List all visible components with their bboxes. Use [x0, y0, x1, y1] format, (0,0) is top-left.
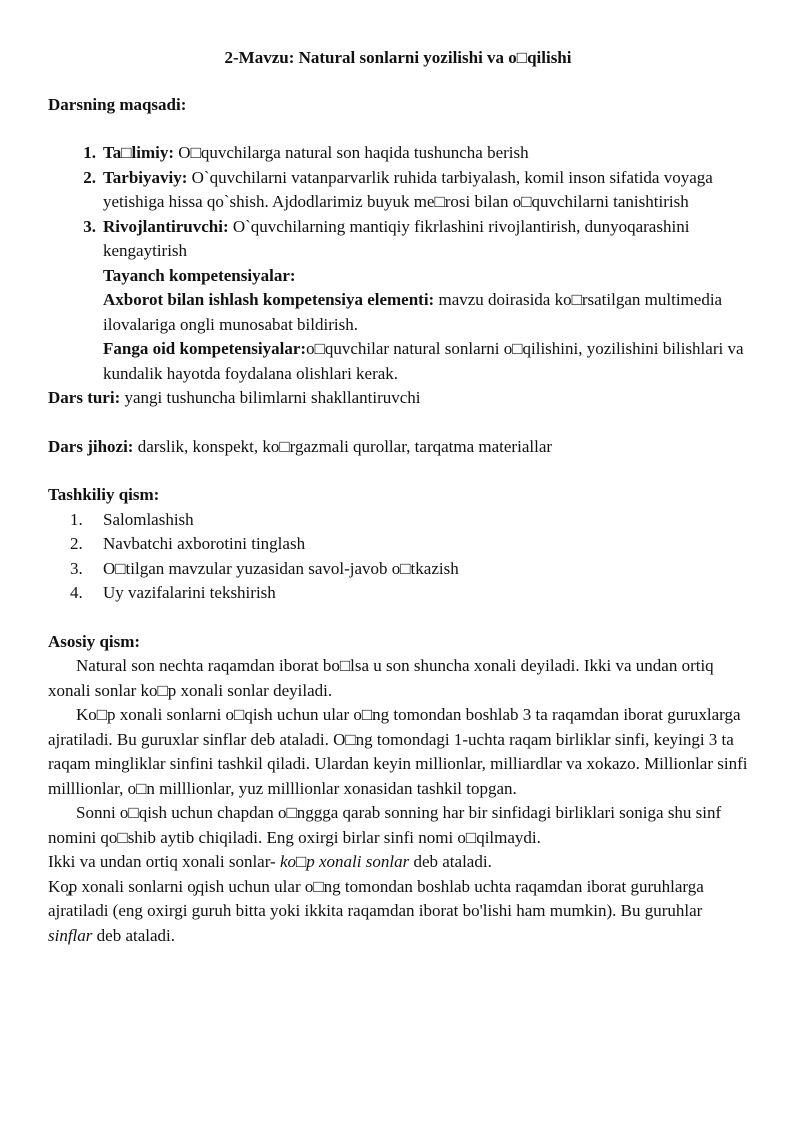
info-competency-text: mavzu doirasida ko□rsatilgan multimedia ilovalariga ongli munosabat bildirish.	[103, 290, 723, 334]
org-list	[48, 508, 748, 606]
main-heading: Asosiy qism:	[48, 631, 141, 651]
lesson-equipment-label: Dars jihozi:	[48, 436, 134, 456]
goal-label: Tarbiyaviy:	[103, 167, 188, 187]
goal-text: O□quvchilarga natural son haqida tushuncha berish	[174, 143, 529, 162]
goal-number: 1.	[83, 143, 96, 162]
goal-item-educational	[48, 141, 748, 166]
list-item: 3. O□tilgan mavzular yuzasidan savol-javob o□tkazish	[70, 558, 459, 578]
subject-competency-label: Fanga oid kompetensiyalar:	[103, 339, 307, 358]
lesson-type-text: yangi tushuncha bilimlarni shakllantiruvchi	[120, 388, 421, 407]
goal-heading: Darsning maqsadi:	[48, 94, 187, 114]
list-item: 4. Uy vazifalarini tekshirish	[70, 583, 276, 602]
goal-text: O`quvchilarni vatanparvarlik ruhida tarbiyalash, komil inson sifatida voyaga yetishiga hissa qo`shish. Ajdodlarimiz buyuk me□rosi bilan o□quvchilarni tanishtirish	[103, 167, 713, 211]
lesson-equipment	[48, 435, 748, 460]
info-competency	[103, 288, 748, 337]
main-paragraph-5: Ko̡p xonali sonlarni o̡qish uchun ular o□ng tomondan boshlab uchta raqamdan iborat guruhlarga ajratiladi (eng oxirgi guruh bitta yoki ikkita raqamdan iborat bo'lishi ham mumkin). Bu guruhlar sinflar deb ataladi.	[48, 876, 704, 945]
goal-item-upbringing	[48, 166, 748, 215]
main-paragraph-1: Natural son nechta raqamdan iborat bo□lsa u son shuncha xonali deyiladi. Ikki va undan ortiq xonali sonlar ko□p xonali sonlar deyiladi.	[48, 656, 714, 700]
competencies-block	[48, 264, 748, 387]
lesson-type	[48, 386, 748, 411]
subject-competency	[103, 337, 748, 386]
spacer	[48, 459, 748, 483]
main-paragraph-2: Ko□p xonali sonlarni o□qish uchun ular o□ng tomondan boshlab 3 ta raqamdan iborat guruxlarga ajratiladi. Bu guruxlar sinflar deb ataladi. O□ng tomondagi 1-uchta raqam birliklar sinfi, keyingi 3 ta raqam mingliklar sinfini tashkil qiladi. Ulardan keyin millionlar, milliardlar va xokazo. Millionlar sinfi milllionlar, o□n milllionlar, yuz milllionlar xonasidan tashkil topgan.	[48, 705, 748, 798]
page-title: 2-Mavzu: Natural sonlarni yozilishi va o□qilishi	[224, 48, 572, 67]
goal-text: O`quvchilarning mantiqiy fikrlashini rivojlantirish, dunyoqarashini kengaytirish	[103, 216, 690, 260]
list-item: 1. Salomlashish	[70, 509, 194, 529]
competencies-heading: Tayanch kompetensiyalar:	[103, 265, 296, 285]
goal-number: 2.	[83, 167, 96, 187]
lesson-type-label: Dars turi:	[48, 388, 121, 407]
spacer	[48, 606, 748, 630]
emphasis-term: sinflar	[48, 925, 93, 945]
goals-list	[48, 141, 748, 264]
spacer	[48, 117, 748, 141]
list-item: 2. Navbatchi axborotini tinglash	[70, 534, 306, 553]
goal-label: Rivojlantiruvchi:	[103, 216, 229, 236]
org-heading: Tashkiliy qism:	[48, 485, 160, 504]
document-page	[48, 46, 748, 948]
lesson-equipment-text: darslik, konspekt, ko□rgazmali qurollar, tarqatma materiallar	[133, 436, 553, 456]
goal-item-developmental	[48, 215, 748, 264]
goal-label: Ta□limiy:	[103, 143, 175, 162]
main-paragraph-3: Sonni o□qish uchun chapdan o□nggga qarab sonning har bir sinfidagi birliklari soniga shu sinf nomini qo□shib aytib chiqiladi. Eng oxirgi birlar sinfi nomi o□qilmaydi.	[48, 803, 722, 847]
spacer	[48, 411, 748, 435]
main-paragraph-4: Ikki va undan ortiq xonali sonlar- ko□p xonali sonlar deb ataladi.	[48, 852, 492, 871]
emphasis-term: ko□p xonali sonlar	[279, 852, 410, 871]
info-competency-label: Axborot bilan ishlash kompetensiya elementi:	[103, 290, 435, 309]
goal-number: 3.	[83, 216, 96, 236]
subject-competency-text: o□quvchilar natural sonlarni o□qilishini, yozilishini bilishlari va kundalik hayotda foydalana olishlari kerak.	[103, 339, 744, 383]
